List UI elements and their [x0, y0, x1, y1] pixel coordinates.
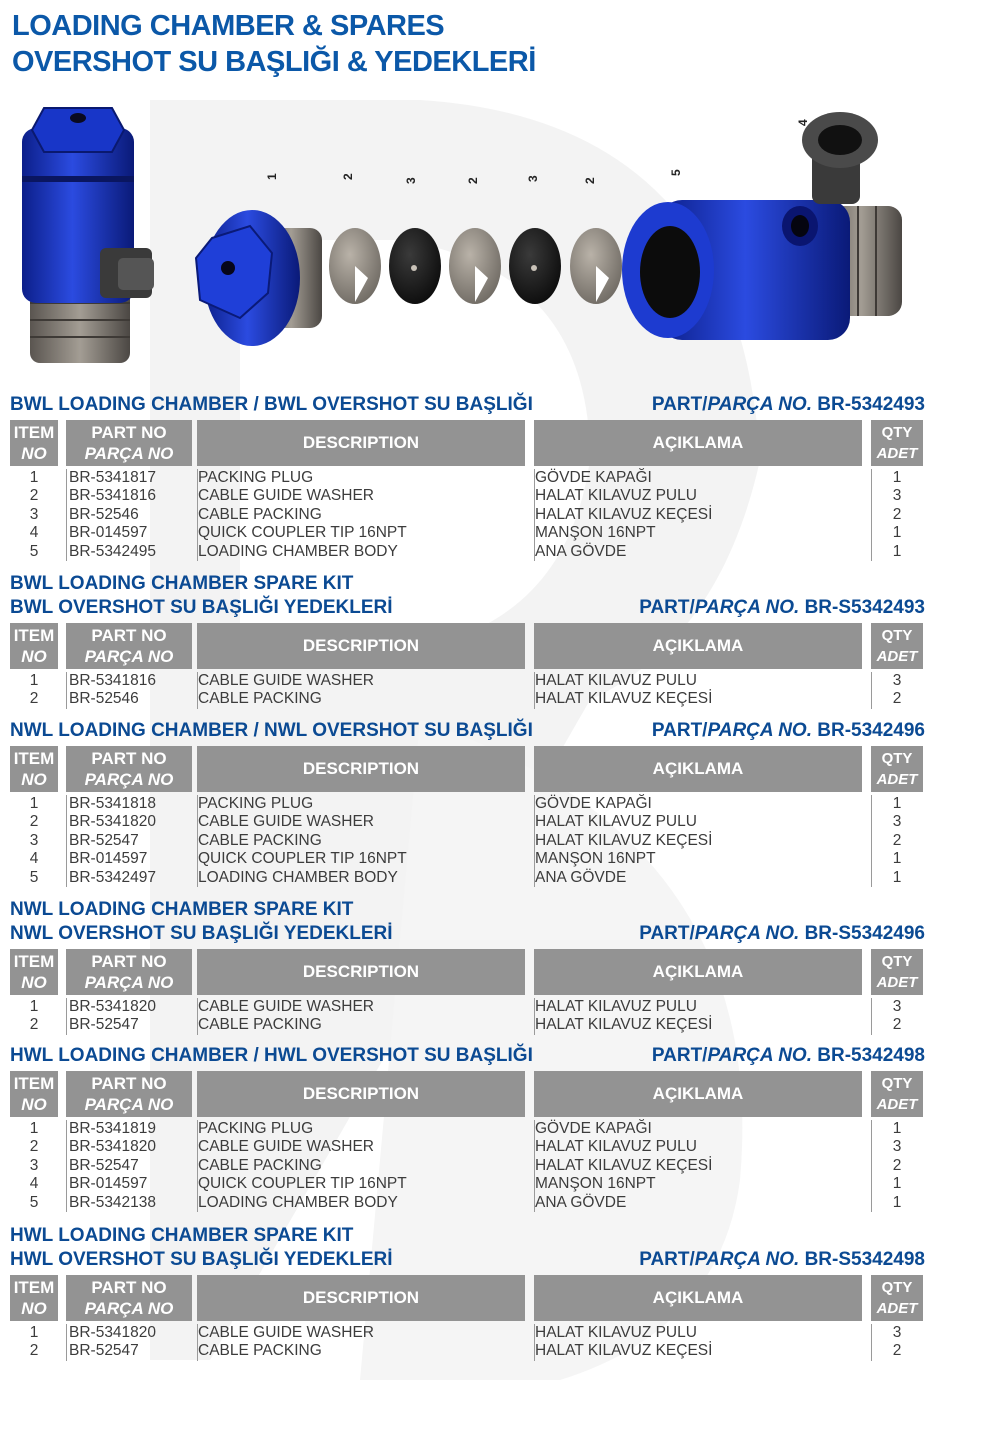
header-aciklama: AÇIKLAMA: [534, 1275, 862, 1321]
section-title: HWL LOADING CHAMBER / HWL OVERSHOT SU BAŞLIĞI: [10, 1045, 533, 1066]
table-row: 2 BR-5341820 CABLE GUIDE WASHER HALAT KILAVUZ PULU 3: [29, 813, 902, 831]
table-row: 4 BR-014597 QUICK COUPLER TIP 16NPT MANŞON 16NPT 1: [29, 850, 902, 868]
table-body: [10, 795, 925, 887]
table-row: 1 BR-5341816 CABLE GUIDE WASHER HALAT KILAVUZ PULU 3: [29, 672, 902, 689]
header-part-no: PART NO PARÇA NO: [66, 623, 192, 669]
header-aciklama: AÇIKLAMA: [534, 949, 862, 995]
header-qty: QTY ADET: [871, 949, 923, 995]
callout-3b: 3: [526, 175, 540, 182]
table-header: [10, 1071, 925, 1117]
callout-3a: 3: [404, 177, 418, 184]
callout-2c: 2: [583, 177, 597, 184]
table-row: 2 BR-52546 CABLE PACKING HALAT KILAVUZ KEÇESİ 2: [29, 690, 902, 708]
callout-2a: 2: [341, 173, 355, 180]
section-part-number: PART/PARÇA NO. BR-5342493: [651, 394, 925, 415]
section-title: BWL LOADING CHAMBER / BWL OVERSHOT SU BAŞLIĞI: [10, 394, 533, 415]
packing-2-image: [509, 228, 561, 304]
callout-2b: 2: [466, 177, 480, 184]
section-title: BWL LOADING CHAMBER SPARE KIT BWL OVERSHOT SU BAŞLIĞI YEDEKLERİ: [10, 573, 393, 618]
table-row: 5 BR-5342495 LOADING CHAMBER BODY ANA GÖVDE 1: [29, 542, 902, 560]
header-item: ITEM NO: [10, 623, 58, 669]
section-part-number: PART/PARÇA NO. BR-5342498: [651, 1045, 925, 1066]
header-part-no: PART NO PARÇA NO: [66, 420, 192, 466]
header-part-no: PART NO PARÇA NO: [66, 949, 192, 995]
section-part-number: PART/PARÇA NO. BR-S5342496: [639, 923, 925, 944]
assembled-chamber-image: [22, 108, 154, 363]
washer-2-image: [449, 228, 501, 304]
section-title: HWL LOADING CHAMBER SPARE KIT HWL OVERSHOT SU BAŞLIĞI YEDEKLERİ: [10, 1225, 393, 1270]
section-part-number: PART/PARÇA NO. BR-S5342498: [639, 1249, 925, 1270]
table-row: 3 BR-52546 CABLE PACKING HALAT KILAVUZ KEÇESİ 2: [29, 505, 902, 523]
table-row: 5 BR-5342138 LOADING CHAMBER BODY ANA GÖVDE 1: [29, 1193, 902, 1211]
table-header: [10, 949, 925, 995]
header-qty: QTY ADET: [871, 420, 923, 466]
header-description: DESCRIPTION: [197, 746, 525, 792]
table-header: [10, 746, 925, 792]
exploded-view-illustration: [0, 88, 1000, 388]
washer-1-image: [329, 228, 381, 304]
header-description: DESCRIPTION: [197, 949, 525, 995]
table-row: 2 BR-5341816 CABLE GUIDE WASHER HALAT KILAVUZ PULU 3: [29, 487, 902, 505]
table-row: 4 BR-014597 QUICK COUPLER TIP 16NPT MANŞON 16NPT 1: [29, 1175, 902, 1193]
table-header: [10, 623, 925, 669]
table-body: [10, 469, 925, 561]
header-qty: QTY ADET: [871, 623, 923, 669]
header-qty: QTY ADET: [871, 746, 923, 792]
header-aciklama: AÇIKLAMA: [534, 746, 862, 792]
table-body: [10, 1324, 925, 1361]
title-line-1: LOADING CHAMBER & SPARES: [12, 10, 445, 42]
header-part-no: PART NO PARÇA NO: [66, 746, 192, 792]
section-bwl-loading-chamber: [10, 392, 925, 561]
table-row: 1 BR-5341818 PACKING PLUG GÖVDE KAPAĞI 1: [29, 795, 902, 812]
header-item: ITEM NO: [10, 949, 58, 995]
washer-3-image: [570, 228, 622, 304]
table-row: 2 BR-5341820 CABLE GUIDE WASHER HALAT KILAVUZ PULU 3: [29, 1138, 902, 1156]
table-body: [10, 998, 925, 1035]
table-row: 4 BR-014597 QUICK COUPLER TIP 16NPT MANŞON 16NPT 1: [29, 524, 902, 542]
header-description: DESCRIPTION: [197, 420, 525, 466]
quick-coupler-image: [802, 112, 878, 204]
header-item: ITEM NO: [10, 746, 58, 792]
table-row: 5 BR-5342497 LOADING CHAMBER BODY ANA GÖVDE 1: [29, 868, 902, 886]
table-header: [10, 1275, 925, 1321]
callout-5: 5: [669, 169, 683, 176]
title-line-2: OVERSHOT SU BAŞLIĞI & YEDEKLERİ: [12, 46, 536, 78]
table-row: 1 BR-5341820 CABLE GUIDE WASHER HALAT KILAVUZ PULU 3: [29, 998, 902, 1015]
section-hwl-loading-chamber: [10, 1043, 925, 1212]
table-body: [10, 1120, 925, 1212]
table-row: 1 BR-5341819 PACKING PLUG GÖVDE KAPAĞI 1: [29, 1120, 902, 1137]
chamber-body-image: [622, 200, 902, 340]
callout-1: 1: [265, 173, 279, 180]
header-qty: QTY ADET: [871, 1071, 923, 1117]
section-part-number: PART/PARÇA NO. BR-5342496: [651, 720, 925, 741]
callout-4: 4: [796, 119, 810, 126]
header-description: DESCRIPTION: [197, 1071, 525, 1117]
table-row: 1 BR-5341820 CABLE GUIDE WASHER HALAT KILAVUZ PULU 3: [29, 1324, 902, 1341]
header-qty: QTY ADET: [871, 1275, 923, 1321]
section-bwl-spare-kit: [10, 571, 925, 709]
section-hwl-spare-kit: [10, 1223, 925, 1361]
header-item: ITEM NO: [10, 1275, 58, 1321]
header-description: DESCRIPTION: [197, 1275, 525, 1321]
table-header: [10, 420, 925, 466]
section-title: NWL LOADING CHAMBER SPARE KIT NWL OVERSHOT SU BAŞLIĞI YEDEKLERİ: [10, 899, 393, 944]
table-row: 2 BR-52547 CABLE PACKING HALAT KILAVUZ KEÇESİ 2: [29, 1016, 902, 1034]
table-row: 3 BR-52547 CABLE PACKING HALAT KILAVUZ KEÇESİ 2: [29, 1156, 902, 1174]
packing-plug-image: [196, 210, 322, 346]
table-row: 2 BR-52547 CABLE PACKING HALAT KILAVUZ KEÇESİ 2: [29, 1342, 902, 1360]
header-aciklama: AÇIKLAMA: [534, 623, 862, 669]
section-part-number: PART/PARÇA NO. BR-S5342493: [639, 597, 925, 618]
table-row: 3 BR-52547 CABLE PACKING HALAT KILAVUZ KEÇESİ 2: [29, 831, 902, 849]
section-nwl-loading-chamber: [10, 718, 925, 887]
table-row: 1 BR-5341817 PACKING PLUG GÖVDE KAPAĞI 1: [29, 469, 902, 486]
packing-1-image: [389, 228, 441, 304]
section-title: NWL LOADING CHAMBER / NWL OVERSHOT SU BAŞLIĞI: [10, 720, 533, 741]
header-item: ITEM NO: [10, 1071, 58, 1117]
section-nwl-spare-kit: [10, 897, 925, 1035]
header-item: ITEM NO: [10, 420, 58, 466]
header-part-no: PART NO PARÇA NO: [66, 1275, 192, 1321]
header-description: DESCRIPTION: [197, 623, 525, 669]
page-title: [12, 8, 536, 80]
header-part-no: PART NO PARÇA NO: [66, 1071, 192, 1117]
header-aciklama: AÇIKLAMA: [534, 1071, 862, 1117]
header-aciklama: AÇIKLAMA: [534, 420, 862, 466]
table-body: [10, 672, 925, 709]
